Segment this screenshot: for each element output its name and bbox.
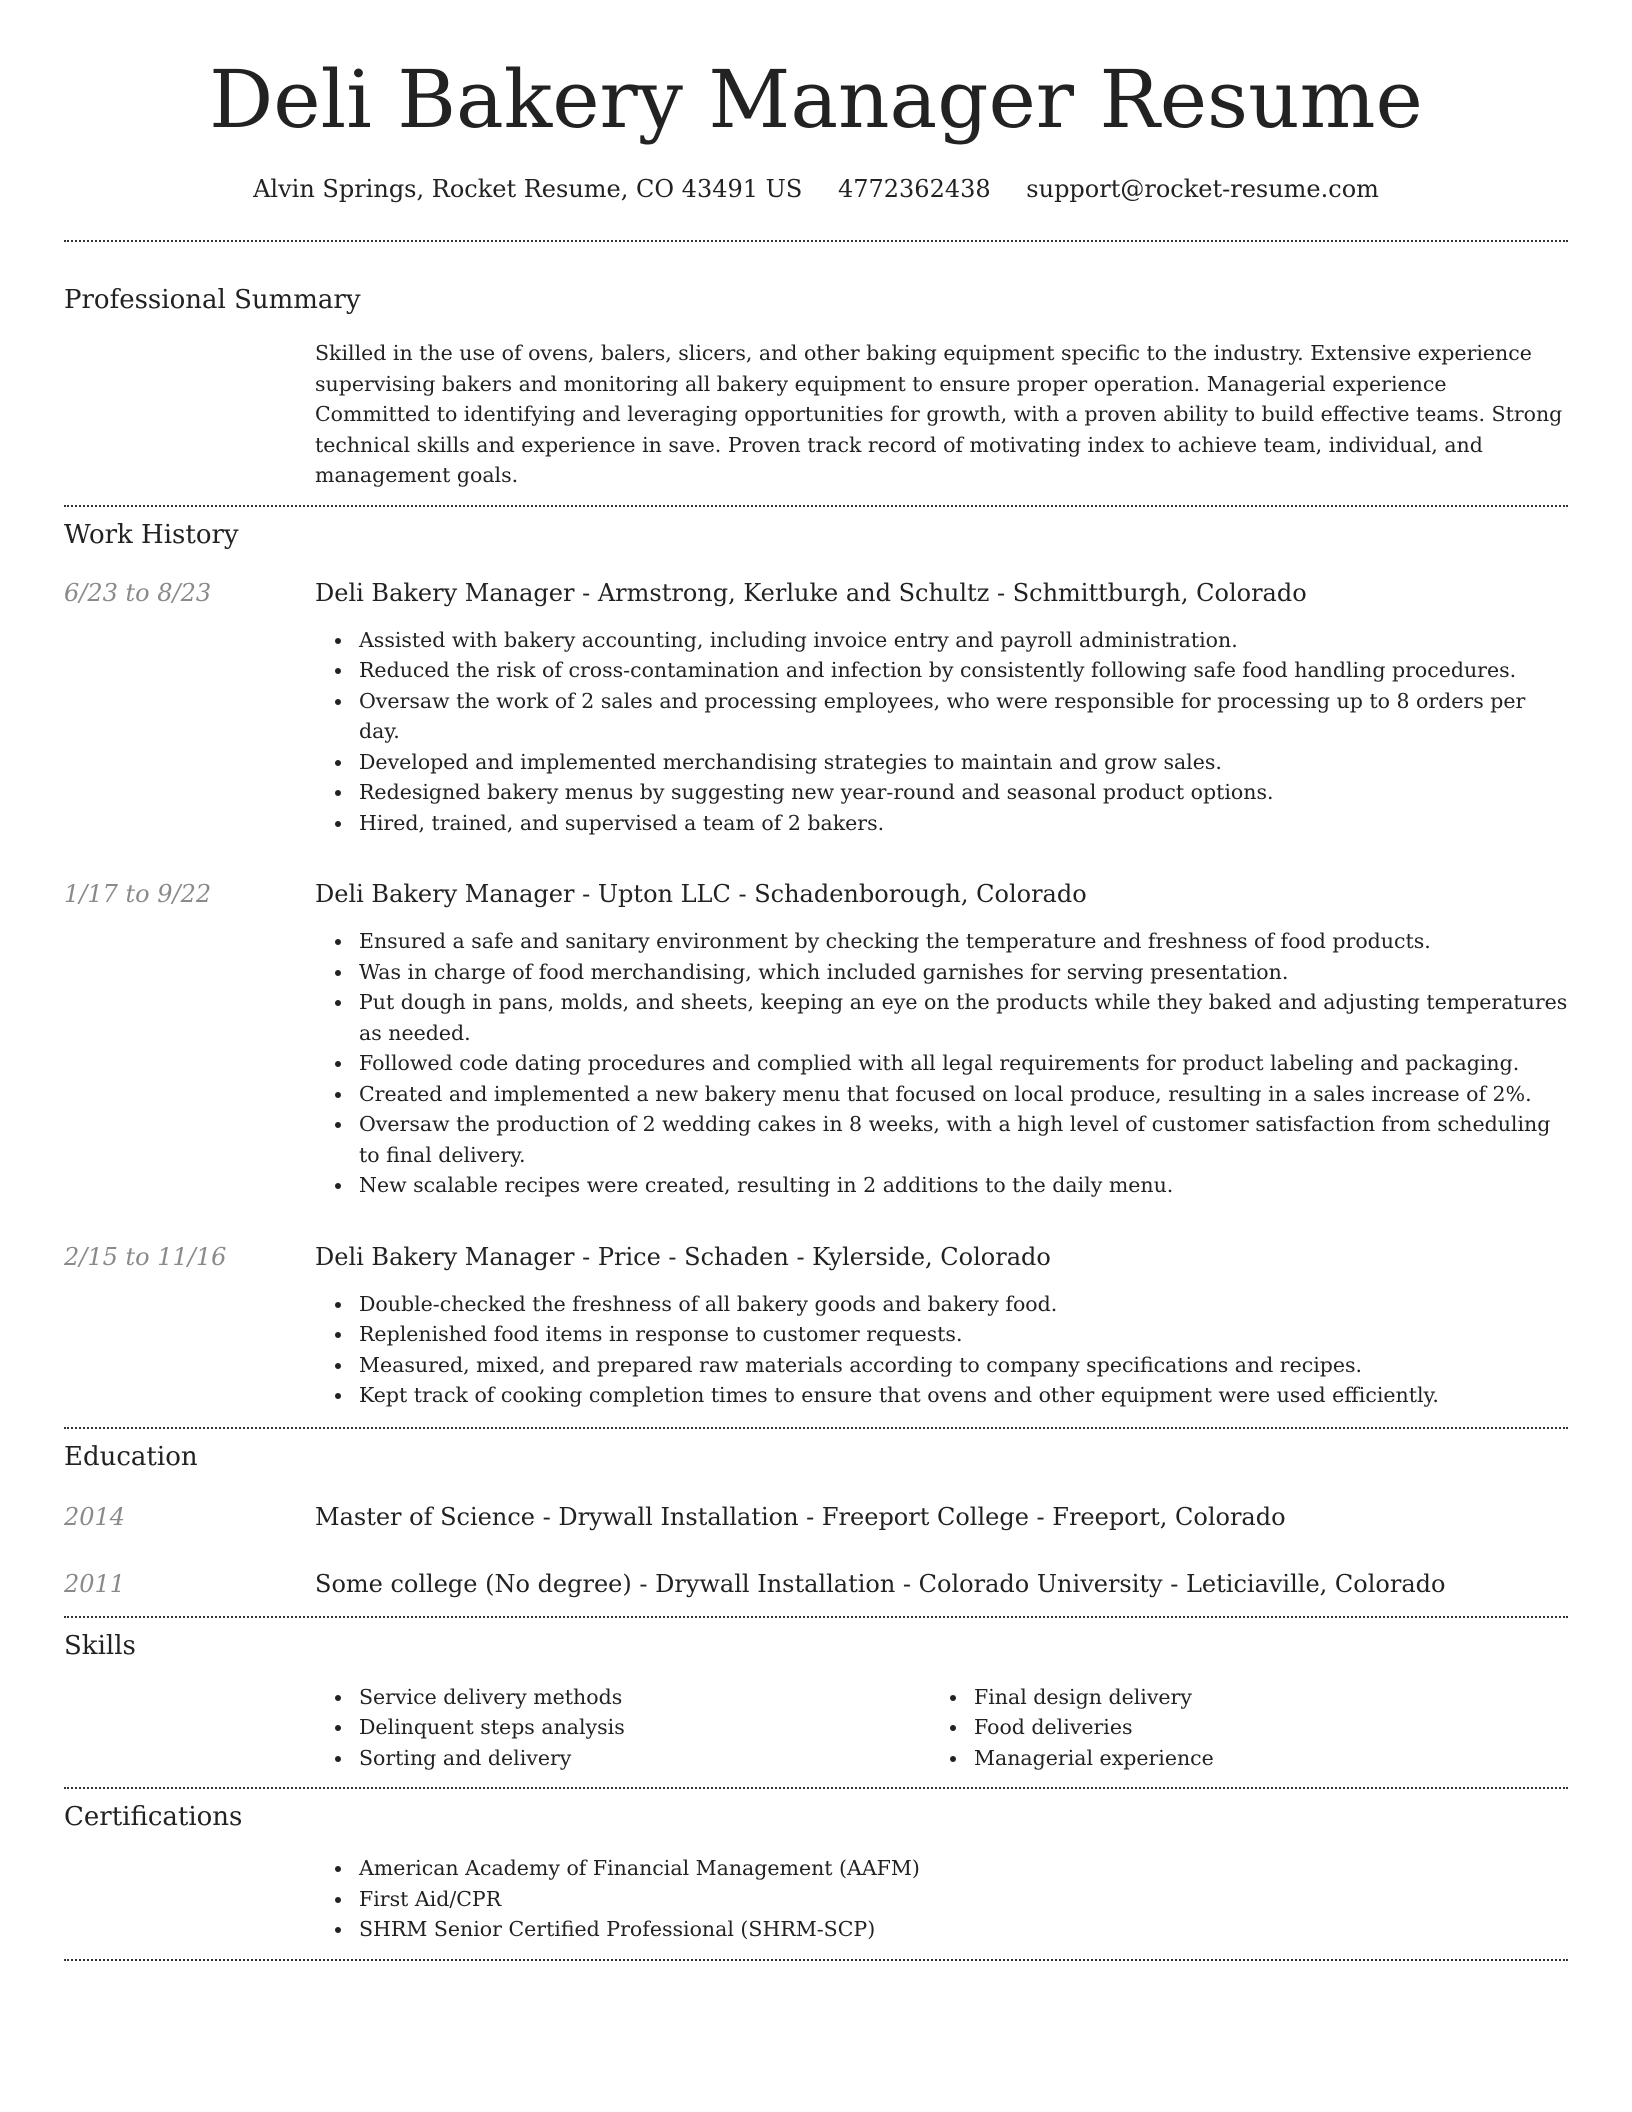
job-bullet: Ensured a safe and sanitary environment by checking the temperature and freshness of food products. <box>315 926 1568 957</box>
job-title: Deli Bakery Manager - Price - Schaden - Kylerside, Colorado <box>315 1242 1051 1271</box>
job-bullet: New scalable recipes were created, resulting in 2 additions to the daily menu. <box>315 1170 1568 1201</box>
skill-item: Final design delivery <box>930 1682 1545 1713</box>
certification-item: American Academy of Financial Management (AAFM) <box>315 1853 1568 1884</box>
job-bullet: Oversaw the work of 2 sales and processing employees, who were responsible for processing up to 8 orders per day. <box>315 686 1568 747</box>
certifications-list <box>315 1853 1568 1945</box>
divider <box>64 240 1568 242</box>
job-dates: 1/17 to 9/22 <box>64 880 212 908</box>
job-bullets <box>315 926 1568 1201</box>
skills-list-right <box>930 1682 1545 1774</box>
job-header <box>64 577 1568 609</box>
page-title: Deli Bakery Manager Resume <box>209 53 1423 146</box>
job-bullet: Was in charge of food merchandising, which included garnishes for serving presentation. <box>315 957 1568 988</box>
section-title-education: Education <box>64 1441 198 1472</box>
education-title: Some college (No degree) - Drywall Installation - Colorado University - Leticiaville, Colorado <box>315 1569 1446 1598</box>
divider <box>64 1616 1568 1618</box>
skill-item: Managerial experience <box>930 1743 1545 1774</box>
contact-address: Alvin Springs, Rocket Resume, CO 43491 US <box>253 175 803 203</box>
section-title-summary: Professional Summary <box>64 285 361 315</box>
education-section <box>64 1441 1568 1600</box>
job-entry <box>64 878 1568 1201</box>
job-entry <box>64 1241 1568 1411</box>
skills-section <box>64 1630 1568 1774</box>
job-title: Deli Bakery Manager - Upton LLC - Schadenborough, Colorado <box>315 880 1087 908</box>
certification-item: First Aid/CPR <box>315 1884 1568 1915</box>
education-item <box>64 1568 1568 1600</box>
job-bullet: Reduced the risk of cross-contamination and infection by consistently following safe food handling procedures. <box>315 655 1568 686</box>
skill-item: Food deliveries <box>930 1712 1545 1743</box>
job-bullet: Developed and implemented merchandising strategies to maintain and grow sales. <box>315 747 1568 778</box>
education-year: 2014 <box>64 1502 126 1531</box>
divider <box>64 1959 1568 1961</box>
job-header <box>64 878 1568 910</box>
job-bullet: Redesigned bakery menus by suggesting new year-round and seasonal product options. <box>315 777 1568 808</box>
job-bullet: Created and implemented a new bakery menu that focused on local produce, resulting in a sales increase of 2%. <box>315 1079 1568 1110</box>
job-bullets <box>315 1289 1568 1411</box>
summary-section <box>64 284 1568 491</box>
skills-list-left <box>315 1682 930 1774</box>
education-item <box>64 1501 1568 1533</box>
job-bullet: Put dough in pans, molds, and sheets, keeping an eye on the products while they baked and adjusting temperatures as needed. <box>315 987 1568 1048</box>
education-title: Master of Science - Drywall Installation - Freeport College - Freeport, Colorado <box>315 1502 1286 1531</box>
job-bullet: Replenished food items in response to customer requests. <box>315 1319 1568 1350</box>
divider <box>64 1427 1568 1429</box>
job-list <box>64 577 1568 1411</box>
job-dates: 2/15 to 11/16 <box>64 1242 227 1271</box>
job-bullets <box>315 625 1568 839</box>
job-header <box>64 1241 1568 1273</box>
skills-grid <box>315 1682 1568 1774</box>
contact-email: support@rocket-resume.com <box>1026 175 1379 203</box>
skill-item: Delinquent steps analysis <box>315 1712 930 1743</box>
skill-item: Sorting and delivery <box>315 1743 930 1774</box>
section-title-certifications: Certifications <box>64 1802 243 1832</box>
job-bullet: Hired, trained, and supervised a team of 2 bakers. <box>315 808 1568 839</box>
job-bullet: Followed code dating procedures and complied with all legal requirements for product labeling and packaging. <box>315 1048 1568 1079</box>
summary-text: Skilled in the use of ovens, balers, slicers, and other baking equipment specific to the industry. Extensive experience supervising bakers and monitoring all bakery equipment to ensure proper operation. Managerial experience Committed to identifying and leveraging opportunities for growth, with a proven ability to build effective teams. Strong technical skills and experience in save. Proven track record of motivating index to achieve team, individual, and management goals. <box>315 341 1563 487</box>
job-dates: 6/23 to 8/23 <box>64 578 212 607</box>
skill-item: Service delivery methods <box>315 1682 930 1713</box>
job-bullet: Assisted with bakery accounting, including invoice entry and payroll administration. <box>315 625 1568 656</box>
divider <box>64 505 1568 507</box>
job-bullet: Kept track of cooking completion times to ensure that ovens and other equipment were used efficiently. <box>315 1380 1568 1411</box>
certifications-section <box>64 1801 1568 1945</box>
job-title: Deli Bakery Manager - Armstrong, Kerluke and Schultz - Schmittburgh, Colorado <box>315 578 1307 607</box>
section-title-work: Work History <box>64 519 239 550</box>
job-entry <box>64 577 1568 839</box>
section-title-skills: Skills <box>64 1630 136 1661</box>
education-year: 2011 <box>64 1569 126 1598</box>
certification-item: SHRM Senior Certified Professional (SHRM-SCP) <box>315 1914 1568 1945</box>
job-bullet: Measured, mixed, and prepared raw materials according to company specifications and recipes. <box>315 1350 1568 1381</box>
job-bullet: Double-checked the freshness of all bakery goods and bakery food. <box>315 1289 1568 1320</box>
divider <box>64 1787 1568 1789</box>
job-bullet: Oversaw the production of 2 wedding cakes in 8 weeks, with a high level of customer satisfaction from scheduling to final delivery. <box>315 1109 1568 1170</box>
work-section <box>64 519 1568 1411</box>
contact-phone: 4772362438 <box>837 175 991 203</box>
contact-line <box>64 174 1568 204</box>
